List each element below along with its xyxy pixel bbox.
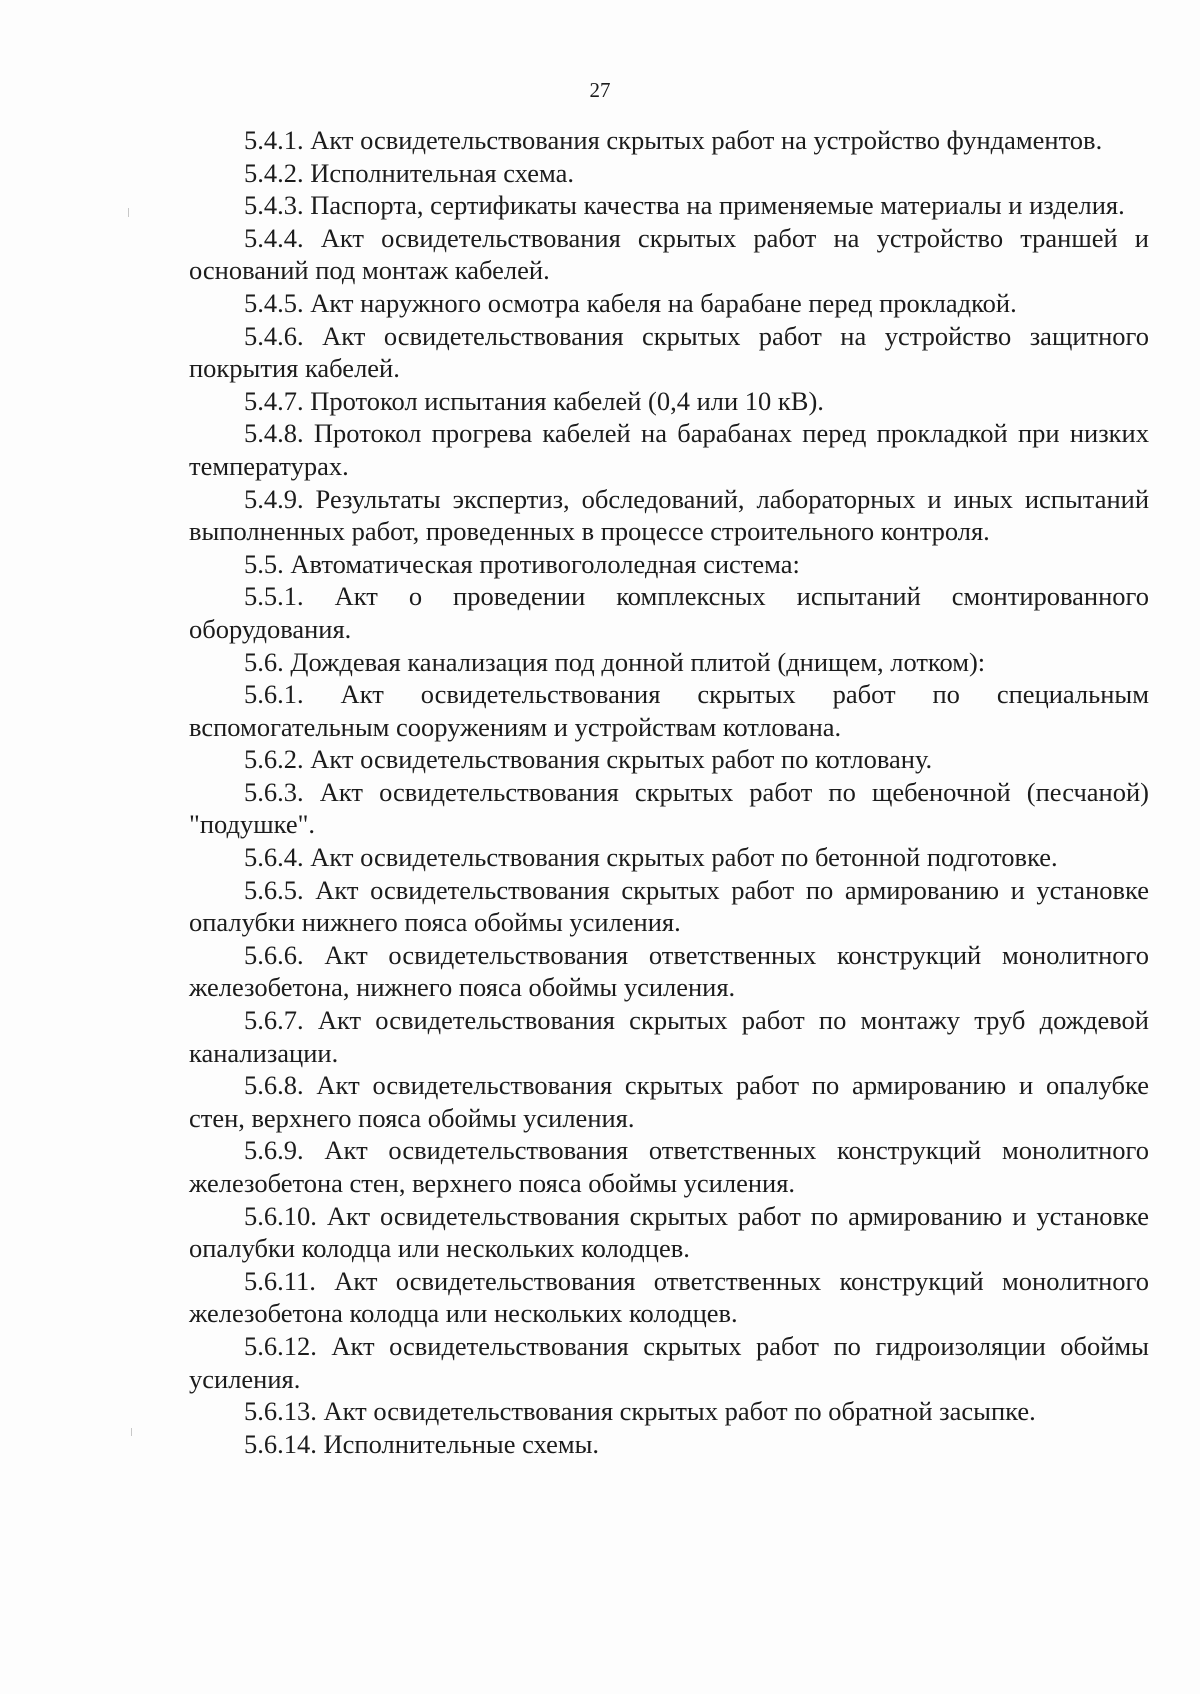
paragraph-5-6-6: 5.6.6. Акт освидетельствования ответственных конструкций монолитного железобетона, нижнего пояса обоймы усиления. <box>189 939 1149 1003</box>
scan-artifact-left <box>128 208 129 217</box>
paragraph-5-4-5: 5.4.5. Акт наружного осмотра кабеля на барабане перед прокладкой. <box>244 287 1017 318</box>
paragraph-5-6-11: 5.6.11. Акт освидетельствования ответственных конструкций монолитного железобетона колодца или нескольких колодцев. <box>189 1265 1149 1329</box>
paragraph-5-4-7: 5.4.7. Протокол испытания кабелей (0,4 или 10 кВ). <box>244 385 824 416</box>
paragraph-5-6-12: 5.6.12. Акт освидетельствования скрытых работ по гидроизоляции обоймы усиления. <box>189 1330 1149 1394</box>
paragraph-5-6-4: 5.6.4. Акт освидетельствования скрытых работ по бетонной подготовке. <box>244 842 1058 873</box>
paragraph-5-6: 5.6. Дождевая канализация под донной плитой (днищем, лотком): <box>244 646 986 677</box>
paragraph-5-4-3: 5.4.3. Паспорта, сертификаты качества на применяемые материалы и изделия. <box>244 190 1125 221</box>
paragraph-5-4-1: 5.4.1. Акт освидетельствования скрытых работ на устройство фундаментов. <box>244 125 1103 155</box>
paragraph-5-6-7: 5.6.7. Акт освидетельствования скрытых работ по монтажу труб дождевой канализации. <box>189 1005 1149 1068</box>
paragraph-5-6-3: 5.6.3. Акт освидетельствования скрытых работ по щебеночной (песчаной) "подушке". <box>189 776 1149 840</box>
paragraph-5-6-1: 5.6.1. Акт освидетельствования скрытых работ по специальным вспомогательным сооружениям и устройствам котлована. <box>189 679 1149 742</box>
paragraph-5-6-8: 5.6.8. Акт освидетельствования скрытых работ по армированию и опалубке стен, верхнего пояса обоймы усиления. <box>189 1070 1149 1133</box>
paragraph-5-5-1: 5.5.1. Акт о проведении комплексных испытаний смонтированного оборудования. <box>189 581 1149 644</box>
paragraph-5-4-8: 5.4.8. Протокол прогрева кабелей на барабанах перед прокладкой при низких температурах. <box>189 418 1149 481</box>
paragraph-5-6-2: 5.6.2. Акт освидетельствования скрытых работ по котловану. <box>244 744 933 775</box>
paragraph-5-6-14: 5.6.14. Исполнительные схемы. <box>244 1428 600 1459</box>
page-number: 27 <box>589 78 611 102</box>
paragraph-5-4-2: 5.4.2. Исполнительная схема. <box>244 157 574 188</box>
paragraph-5-5: 5.5. Автоматическая противогололедная система: <box>244 548 800 579</box>
scan-artifact-left-lower <box>131 1428 132 1436</box>
paragraph-5-6-10: 5.6.10. Акт освидетельствования скрытых работ по армированию и установке опалубки колодца или нескольких колодцев. <box>189 1200 1149 1264</box>
paragraph-5-4-6: 5.4.6. Акт освидетельствования скрытых работ на устройство защитного покрытия кабелей. <box>189 320 1149 384</box>
paragraph-5-4-9: 5.4.9. Результаты экспертиз, обследований, лабораторных и иных испытаний выполненных работ, проведенных в процессе строительного контроля. <box>189 483 1149 547</box>
paragraph-5-4-4: 5.4.4. Акт освидетельствования скрытых работ на устройство траншей и оснований под монтаж кабелей. <box>189 222 1149 286</box>
document-body <box>189 124 1149 1460</box>
paragraph-5-6-5: 5.6.5. Акт освидетельствования скрытых работ по армированию и установке опалубки нижнего пояса обоймы усиления. <box>189 874 1149 938</box>
paragraph-5-6-13: 5.6.13. Акт освидетельствования скрытых работ по обратной засыпке. <box>244 1396 1036 1427</box>
paragraph-5-6-9: 5.6.9. Акт освидетельствования ответственных конструкций монолитного железобетона стен, верхнего пояса обоймы усиления. <box>189 1135 1149 1198</box>
